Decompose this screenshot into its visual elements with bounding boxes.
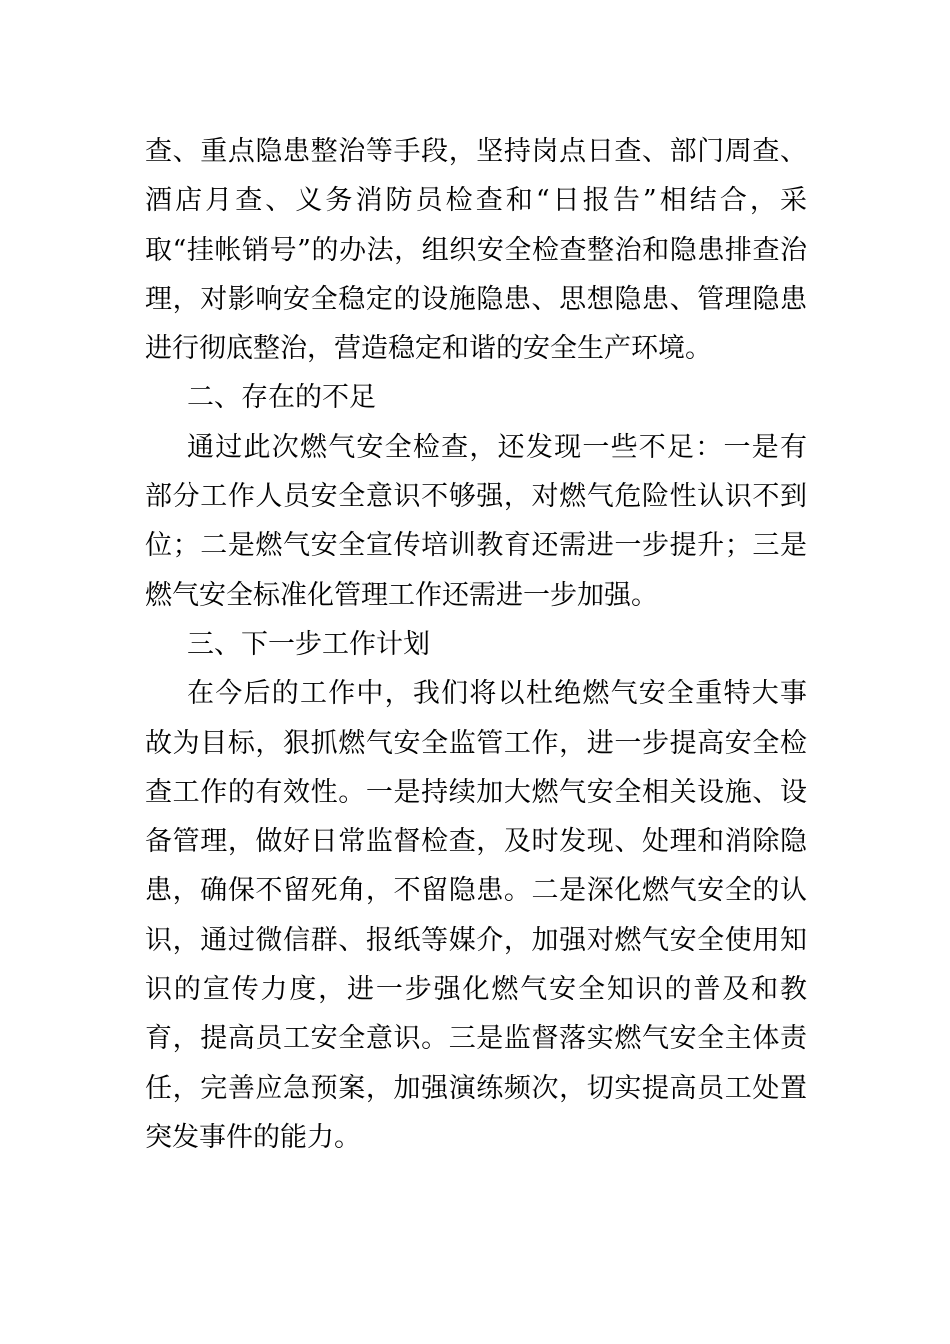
- section-heading-shortcomings: 二、存在的不足: [187, 382, 376, 414]
- paragraph-continuation: 查、重点隐患整治等手段，坚持岗点日查、部门周查、酒店月查、义务消防员检查和“日报告”相结合，采取“挂帐销号”的办法，组织安全检查整治和隐患排查治理，对影响安全稳定的设施隐患、思想隐患、管理隐患进行彻底整治，营造稳定和谐的安全生产环境。: [145, 136, 807, 365]
- paragraph-shortcomings: 通过此次燃气安全检查，还发现一些不足：一是有部分工作人员安全意识不够强，对燃气危险性认识不到位；二是燃气安全宣传培训教育还需进一步提升；三是燃气安全标准化管理工作还需进一步加强。: [145, 431, 807, 611]
- document-body: [145, 127, 807, 1162]
- section-heading-next-plan: 三、下一步工作计划: [187, 628, 430, 660]
- paragraph-next-plan: 在今后的工作中，我们将以杜绝燃气安全重特大事故为目标，狠抓燃气安全监管工作，进一步提高安全检查工作的有效性。一是持续加大燃气安全相关设施、设备管理，做好日常监督检查，及时发现、处理和消除隐患，确保不留死角，不留隐患。二是深化燃气安全的认识，通过微信群、报纸等媒介，加强对燃气安全使用知识的宣传力度，进一步强化燃气安全知识的普及和教育，提高员工安全意识。三是监督落实燃气安全主体责任，完善应急预案，加强演练频次，切实提高员工处置突发事件的能力。: [145, 678, 807, 1153]
